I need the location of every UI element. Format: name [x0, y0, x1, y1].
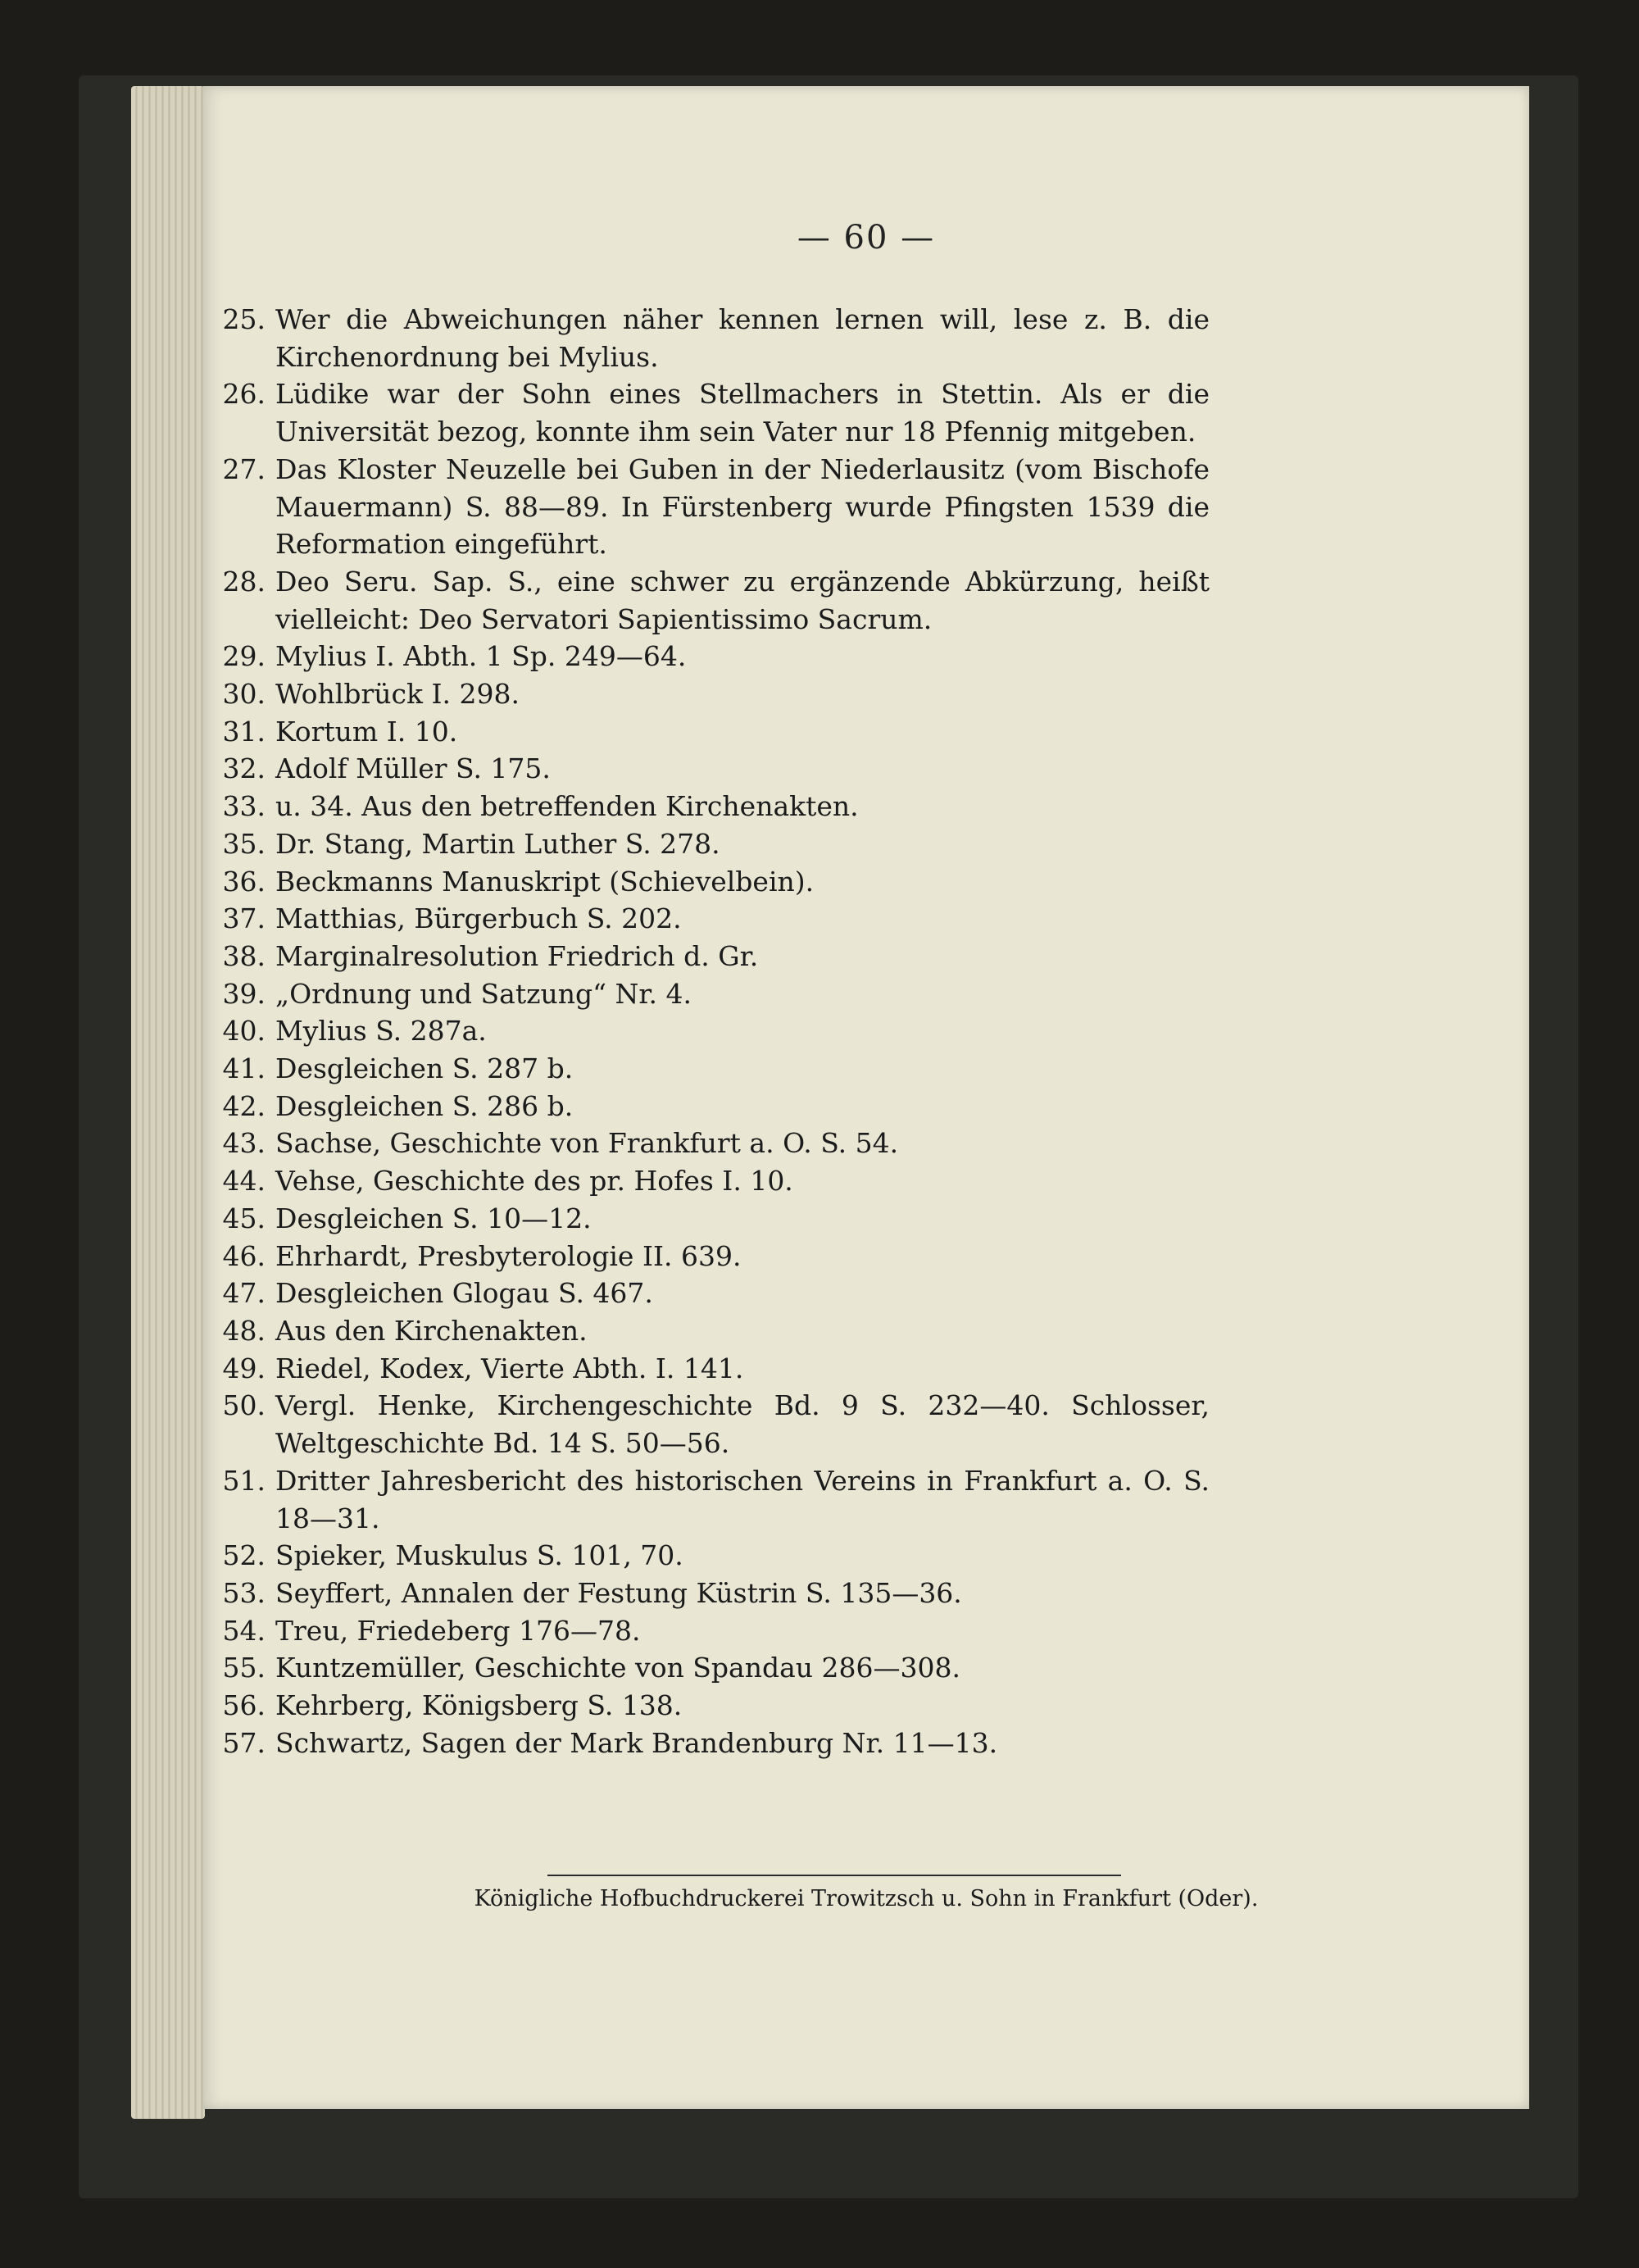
endnote-text: Desgleichen Glogau S. 467.: [275, 1277, 653, 1310]
endnote-item: [203, 451, 1529, 563]
endnote-number: 40.: [222, 1015, 266, 1048]
endnote-item: [203, 638, 1529, 675]
endnote-text: Vergl. Henke, Kirchengeschichte Bd. 9 S. 232—40. Schlosser, Weltgeschichte Bd. 14 S. 50—56.: [275, 1389, 1210, 1460]
endnote-item: [203, 1125, 1529, 1162]
endnote-text: Dr. Stang, Martin Luther S. 278.: [275, 827, 720, 860]
endnote-text: Schwartz, Sagen der Mark Brandenburg Nr. 11—13.: [275, 1726, 998, 1759]
endnote-item: [203, 750, 1529, 788]
endnote-number: 26.: [222, 378, 266, 411]
endnotes-list: [203, 301, 1529, 1761]
endnote-text: Desgleichen S. 10—12.: [275, 1202, 592, 1234]
endnote-text: Desgleichen S. 286 b.: [275, 1089, 574, 1122]
endnote-text: Aus den Kirchenakten.: [275, 1314, 588, 1347]
endnote-item: [203, 1275, 1529, 1312]
endnote-text: Spieker, Muskulus S. 101, 70.: [275, 1539, 683, 1572]
endnote-item: [203, 1012, 1529, 1050]
endnote-item: [203, 1088, 1529, 1125]
endnote-text: Vehse, Geschichte des pr. Hofes I. 10.: [275, 1165, 793, 1198]
endnote-item: [203, 301, 1529, 375]
endnote-text: Wer die Abweichungen näher kennen lernen will, lese z. B. die Kirchenordnung bei Mylius.: [275, 303, 1210, 373]
page-number: — 60 —: [797, 219, 936, 257]
endnote-number: 46.: [222, 1239, 266, 1272]
endnote-text: Treu, Friedeberg 176—78.: [275, 1614, 641, 1647]
endnote-text: Lüdike war der Sohn eines Stellmachers in Stettin. Als er die Universität bezog, konnte ihm sein Vater nur 18 Pfennig mitgeben.: [275, 378, 1210, 448]
endnote-number: 52.: [222, 1539, 266, 1572]
endnote-text: Desgleichen S. 287 b.: [275, 1052, 574, 1085]
endnote-item: [203, 1162, 1529, 1200]
page-edges: [131, 86, 205, 2119]
endnote-number: 57.: [222, 1726, 266, 1759]
endnote-text: Ehrhardt, Presbyterologie II. 639.: [275, 1239, 742, 1272]
endnote-number: 25.: [222, 303, 266, 335]
endnote-number: 32.: [222, 752, 266, 785]
endnote-number: 27.: [222, 452, 266, 485]
endnote-text: Das Kloster Neuzelle bei Guben in der Niederlausitz (vom Bischofe Mauermann) S. 88—89. In Fürstenberg wurde Pfingsten 1539 die Reformation eingeführt.: [275, 452, 1210, 561]
endnote-number: 31.: [222, 715, 266, 748]
endnote-text: Sachse, Geschichte von Frankfurt a. O. S. 54.: [275, 1127, 899, 1160]
endnote-number: 55.: [222, 1652, 266, 1684]
book-page: [203, 86, 1529, 2109]
endnote-number: 35.: [222, 827, 266, 860]
endnote-item: [203, 1387, 1529, 1461]
endnote-item: [203, 713, 1529, 751]
endnote-item: [203, 1312, 1529, 1350]
endnote-number: 53.: [222, 1576, 266, 1609]
endnote-item: [203, 563, 1529, 638]
endnote-number: 42.: [222, 1089, 266, 1122]
endnote-number: 37.: [222, 902, 266, 935]
endnote-item: [203, 788, 1529, 825]
endnote-number: 41.: [222, 1052, 266, 1085]
endnote-item: [203, 375, 1529, 450]
endnote-number: 51.: [222, 1464, 266, 1497]
endnote-text: Matthias, Bürgerbuch S. 202.: [275, 902, 682, 935]
endnote-number: 43.: [222, 1127, 266, 1160]
endnote-item: [203, 1575, 1529, 1612]
endnote-item: [203, 675, 1529, 713]
imprint-rule: [547, 1875, 1121, 1876]
endnote-text: Kuntzemüller, Geschichte von Spandau 286—308.: [275, 1652, 960, 1684]
endnote-text: Riedel, Kodex, Vierte Abth. I. 141.: [275, 1352, 744, 1384]
endnote-item: [203, 938, 1529, 975]
endnote-number: 29.: [222, 640, 266, 673]
endnote-item: [203, 1537, 1529, 1575]
endnote-text: Wohlbrück I. 298.: [275, 678, 520, 711]
endnote-number: 47.: [222, 1277, 266, 1310]
endnote-item: [203, 1462, 1529, 1537]
endnote-item: [203, 1350, 1529, 1388]
endnote-text: Deo Seru. Sap. S., eine schwer zu ergänzende Abkürzung, heißt vielleicht: Deo Servatori Sapientissimo Sacrum.: [275, 565, 1210, 635]
endnote-text: Mylius S. 287a.: [275, 1015, 487, 1048]
endnote-item: [203, 975, 1529, 1013]
endnote-number: 44.: [222, 1165, 266, 1198]
endnote-text: „Ordnung und Satzung“ Nr. 4.: [275, 977, 692, 1010]
endnote-item: [203, 1725, 1529, 1762]
endnote-item: [203, 1050, 1529, 1088]
endnote-number: 39.: [222, 977, 266, 1010]
endnote-text: u. 34. Aus den betreffenden Kirchenakten.: [275, 790, 859, 823]
endnote-number: 50.: [222, 1389, 266, 1422]
endnote-number: 33.: [222, 790, 266, 823]
endnote-number: 38.: [222, 939, 266, 972]
endnote-number: 45.: [222, 1202, 266, 1234]
endnote-number: 30.: [222, 678, 266, 711]
endnote-text: Seyffert, Annalen der Festung Küstrin S. 135—36.: [275, 1576, 962, 1609]
endnote-text: Beckmanns Manuskript (Schievelbein).: [275, 865, 815, 898]
endnote-item: [203, 1649, 1529, 1687]
endnote-text: Kehrberg, Königsberg S. 138.: [275, 1689, 683, 1722]
endnote-text: Mylius I. Abth. 1 Sp. 249—64.: [275, 640, 687, 673]
endnote-number: 28.: [222, 565, 266, 598]
endnote-number: 49.: [222, 1352, 266, 1384]
endnote-text: Marginalresolution Friedrich d. Gr.: [275, 939, 759, 972]
endnote-text: Kortum I. 10.: [275, 715, 458, 748]
endnote-number: 48.: [222, 1314, 266, 1347]
endnote-number: 36.: [222, 865, 266, 898]
endnote-item: [203, 1612, 1529, 1650]
endnote-text: Dritter Jahresbericht des historischen Vereins in Frankfurt a. O. S. 18—31.: [275, 1464, 1210, 1534]
endnote-item: [203, 1687, 1529, 1725]
endnote-item: [203, 825, 1529, 863]
endnote-item: [203, 1200, 1529, 1238]
endnote-item: [203, 900, 1529, 938]
endnote-item: [203, 863, 1529, 901]
endnote-item: [203, 1238, 1529, 1275]
endnote-number: 56.: [222, 1689, 266, 1722]
endnote-text: Adolf Müller S. 175.: [275, 752, 551, 785]
printer-imprint: Königliche Hofbuchdruckerei Trowitzsch u. Sohn in Frankfurt (Oder).: [474, 1886, 1259, 1911]
endnote-number: 54.: [222, 1614, 266, 1647]
